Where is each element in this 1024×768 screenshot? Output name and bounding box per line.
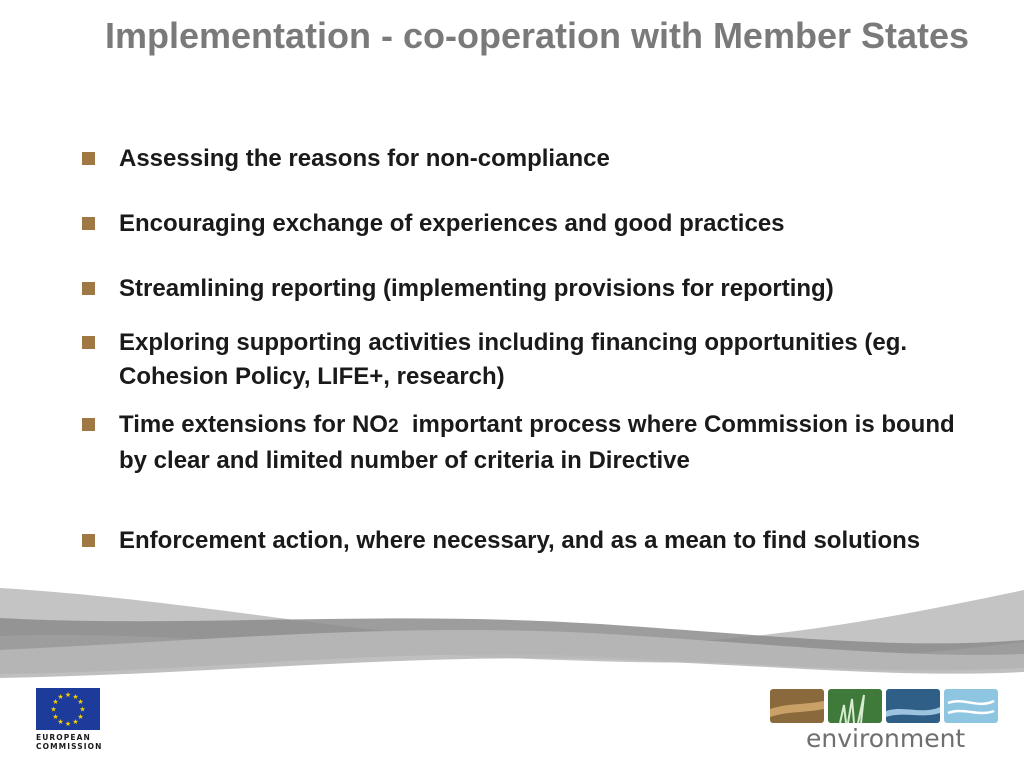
svg-text:★: ★ (72, 693, 79, 701)
bullet-item (82, 142, 982, 176)
bullet-text: Assessing the reasons for non-compliance (119, 145, 610, 172)
environment-logo (770, 689, 1000, 753)
bullet-item (82, 524, 982, 558)
european-commission-label: EUROPEAN COMMISSION (36, 733, 103, 751)
soil-tile-icon (770, 689, 824, 723)
square-bullet-icon (82, 152, 95, 165)
svg-text:★: ★ (79, 705, 86, 714)
svg-text:★: ★ (72, 718, 79, 726)
bullet-text: Encouraging exchange of experiences and good practices (119, 210, 785, 237)
slide-title: Implementation - co-operation with Member States (104, 15, 970, 56)
svg-text:★: ★ (64, 720, 72, 728)
svg-text:★: ★ (57, 693, 64, 701)
square-bullet-icon (82, 217, 95, 230)
water-tile-icon (886, 689, 940, 723)
square-bullet-icon (82, 282, 95, 295)
plant-tile-icon (828, 689, 882, 723)
svg-text:★: ★ (52, 698, 59, 706)
bullet-item (82, 272, 982, 306)
bullet-text: Exploring supporting activities including financing opportunities (eg. Cohesion Policy, LIFE+, research) (119, 329, 908, 390)
environment-label: environment (806, 724, 966, 753)
bullet-text: Streamlining reporting (implementing provisions for reporting) (119, 275, 834, 302)
bullet-text-part: important process where Commission is bound by clear and limited number of criteria in Directive (119, 411, 962, 474)
svg-text:★: ★ (64, 691, 72, 699)
svg-text:★: ★ (57, 718, 64, 726)
bullet-text: Enforcement action, where necessary, and as a mean to find solutions (119, 527, 921, 554)
subscript-2: 2 (387, 416, 399, 437)
bullet-item (82, 326, 982, 394)
bullet-text-part: Time extensions for NO (119, 411, 388, 438)
svg-text:★: ★ (77, 698, 84, 706)
square-bullet-icon (82, 336, 95, 349)
svg-text:★: ★ (77, 713, 84, 721)
eu-flag-icon (36, 688, 100, 730)
decorative-wave-band (0, 580, 1024, 680)
european-commission-logo (36, 688, 104, 751)
bullet-item (82, 207, 982, 241)
svg-text:★: ★ (52, 713, 59, 721)
bullet-text (119, 408, 982, 478)
square-bullet-icon (82, 534, 95, 547)
bullet-item (82, 408, 982, 478)
environment-tiles-icon (770, 689, 1000, 723)
square-bullet-icon (82, 418, 95, 431)
air-tile-icon (944, 689, 998, 723)
svg-text:★: ★ (50, 705, 57, 714)
